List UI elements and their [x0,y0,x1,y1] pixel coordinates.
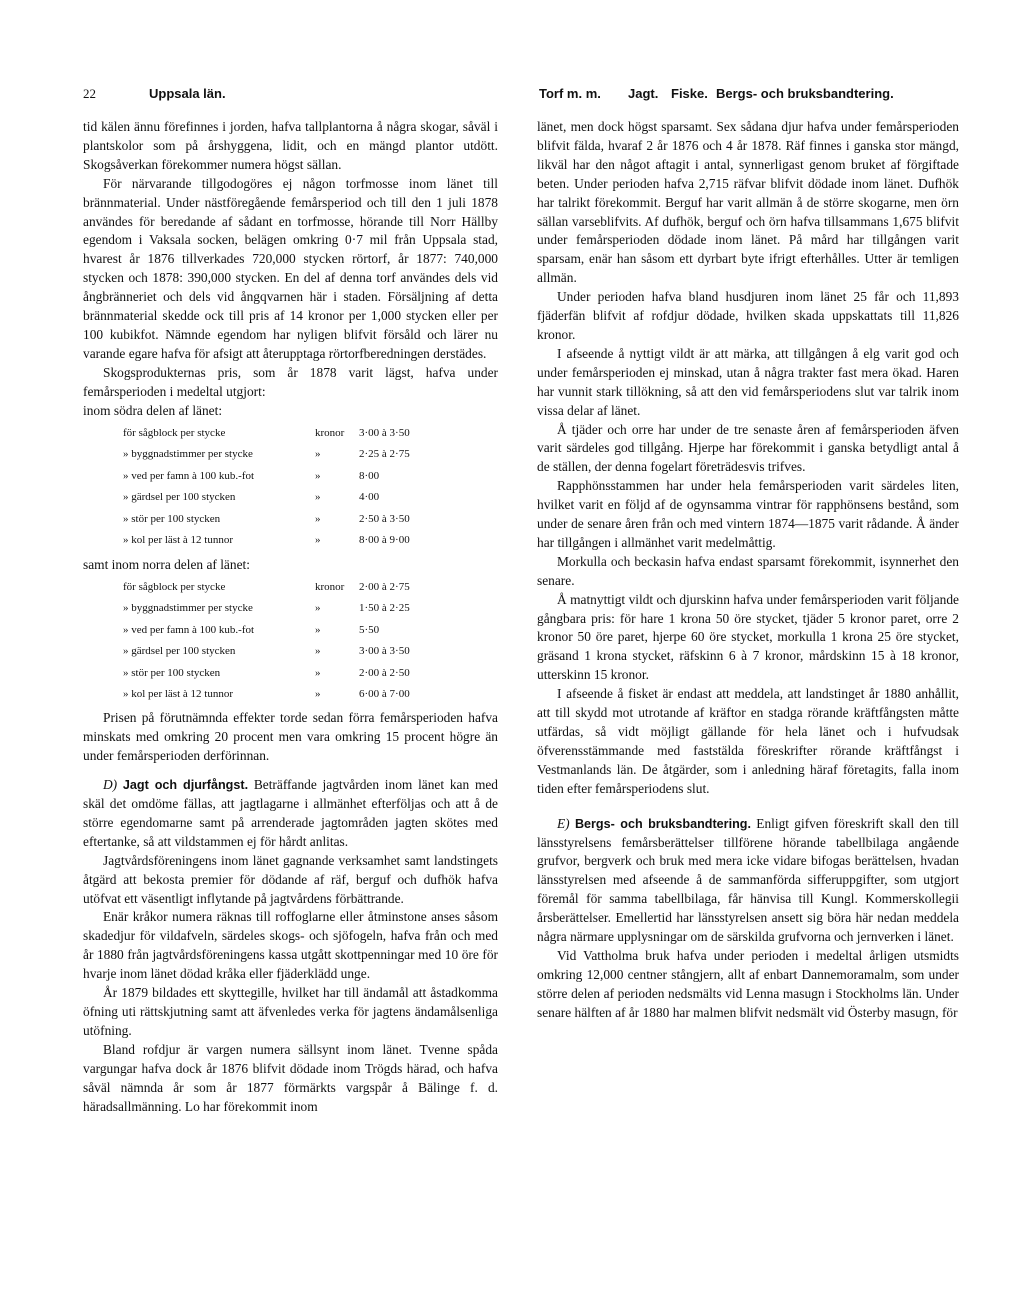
price-value: 1·50 à 2·25 [359,602,410,615]
price-value: 6·00 à 7·00 [359,688,410,701]
north-price-table [123,576,479,705]
price-value: 2·25 à 2·75 [359,448,410,461]
section-e [537,815,959,947]
paragraph: tid kälen ännu förefinnes i jorden, hafva tallplantorna å några skogar, såväl i plantskolor som på årshyggena, lidit, och en mängd plantor utdött. Skogsåverkan förekommer numera högst sällan. [83,119,498,172]
paragraph: År 1879 bildades ett skyttegille, hvilket har till ändamål att åstadkomma öfning uti rättskjutning samt att äfvenledes verka för jagtens ändamålsenliga utöfning. [83,985,498,1038]
price-item: för sågblock per stycke [123,580,226,593]
price-row [123,576,479,598]
price-unit: » [315,448,321,461]
price-item: » ved per famn à 100 kub.-fot [123,469,255,482]
price-unit: » [315,512,321,525]
paragraph: länet, men dock högst sparsamt. Sex sådana djur hafva under femårsperioden blifvit fälda, hvaraf 2 år 1876 och 4 år 1878. Räf finnes i ganska stor mängd, likväl har den något aftagit i antal, synnerligast genom bruket af förgiftade beten. Under perioden hafva 2,715 räfvar blifvit dödade inom länet. Dufhök har talrikt förekommit. Berguf har varit allmän å de större skogarne, men örn sällan varseblifvits. Af dufhök, berguf och örn hafva tillsammans 1,675 blifvit under femårsperioden dödade inom länet. På mård har tillgången varit sparsam, enär han såsom ett dyrbart byte ifrigt efterhålles. Utter är temligen allmän. [537,119,959,286]
price-value: 2·00 à 2·50 [359,666,410,679]
price-item: » byggnadstimmer per stycke [123,602,253,615]
price-value: 2·50 à 3·50 [359,512,410,525]
price-row [123,423,479,445]
price-value: 5·50 [359,623,380,636]
price-row [123,641,479,663]
paragraph: Rapphönsstammen har under hela femårsperioden varit särdeles liten, hvilket varit en följd af de ogynsamma vintrar för rapphönsens bestånd, som under de senare åren från och med vintern 1874—1875 varit rådande. Å änder har tillgången i allmänhet varit medelmåttig. [537,478,959,550]
paragraph: Jagtvårdsföreningens inom länet gagnande verksamhet samt landstingets åtgärd att bekosta premier för dödande af räf, berguf och dufhök hafva utöfvat ett väsentligt inflytande på jagtvårdens förbättrande. [83,852,498,906]
paragraph: Å matnyttigt vildt och djurskinn hafva under femårsperioden varit följande gångbara pris: för hare 1 krona 50 öre stycket, tjäder 5 kronor paret, orre 2 kronor 50 öre paret, hjerpe 60 öre stycket, morkulla 1 krona 25 öre stycket, gräsand 1 krona stycket, räfskinn 6 à 7 kronor, mårdskinn 15 à 18 kronor, utterskinn 15 kronor. [537,591,959,683]
paragraph: Bland rofdjur är vargen numera sällsynt inom länet. Tvenne spåda vargungar hafva dock år 1876 blifvit dödade inom Trögds härad, och hafva såväl nämnda år som år 1877 förmärkts vargspår å Bälinge f. d. häradsallmänning. Lo har förekommit inom [83,1041,498,1114]
left-column [83,118,498,1116]
price-item: för sågblock per stycke [123,426,226,439]
price-row [123,619,479,641]
price-row [123,598,479,620]
running-header [0,86,1024,106]
header-section-jagt: Jagt. [628,86,659,101]
paragraph: För närvarande tillgodogöres ej någon torfmosse inom länet till brännmaterial. Under nästföregående femårsperiod och till den 1 juli 1878 användes för beredande af sådant en torfmosse, hörande till Norr Hällby egendom i Vaksala socken, belägen omkring 0·7 mil från Uppsala stad, hvarest år 1876 tillverkades 720,000 stycken rörtorf, år 1877: 740,000 stycken och 1878: 390,000 stycken. En del af denna torf användes dels vid ångbränneriet och dels vid ångqvarnen här i staden. Försäljning af detta brännmaterial skedde ock till pris af 14 kronor per 1,000 stycken eller per 100 kubikfot. Nämnde egendom har nyligen blifvit försåld och lärer nu varande egare hafva för afsigt att återupptaga rörtorfberedningen derstädes. [83,175,498,361]
price-unit: » [315,666,321,679]
price-item: » stör per 100 stycken [123,666,221,679]
price-item: » kol per läst à 12 tunnor [123,688,233,701]
price-value: 4·00 [359,491,380,504]
price-unit: kronor [315,580,345,593]
price-value: 3·00 à 3·50 [359,645,410,658]
paragraph: Å tjäder och orre har under de tre senaste åren af femårsperioden äfven varit särdeles god tillgång. Hjerpe har förekommit i ganska betydligt antal å de ställen, der denna fogelart företrädesvis trifves. [537,421,959,475]
price-unit: » [315,602,321,615]
paragraph: I afseende å fisket är endast att meddela, att landstinget år 1880 anhållit, att till skydd mot utrotande af kräftor en stadga rörande kräftfångsten måtte utfärdas, så vidt möjligt gällande för hela länet och i hufvudsak öfverensstämmande med faststälda föreskrifter rörande kräftfångst i Vestmanlands län. De åtgärder, som i anledning häraf företagits, falla inom tiden efter femårsperiodens slut. [537,686,959,796]
price-item: » gärdsel per 100 stycken [123,645,236,658]
paragraph: I afseende å nyttigt vildt är att märka, att tillgången å elg varit god och under femårsperioden ej minskad, utan å några trakter fast mera ökad. Haren har vunnit stark tillökning, så att den vid femårsperiodens slut var talrik inom vissa delar af länet. [537,345,959,418]
price-row [123,662,479,684]
price-row [123,444,479,466]
paragraph: Under perioden hafva bland husdjuren inom länet 25 får och 11,893 fjäderfän blifvit af rofdjur dödade, hvilken skada uppskattats till 11,826 kronor. [537,289,959,342]
price-unit: » [315,623,321,636]
price-unit: kronor [315,426,345,439]
south-price-intro: inom södra delen af länet: [83,402,223,418]
paragraph: Vid Vattholma bruk hafva under perioden i medeltal årligen utsmidts omkring 12,000 centner stångjern, allt af enbart Dannemoramalm, som under större delen af perioden nedsmälts vid Lenna masugn i Stockholms län. Under senare hälften af år 1880 har malmen blifvit nedsmält vid Österby masugn, för [537,947,959,1020]
price-unit: » [315,534,321,547]
price-row [123,684,479,706]
price-value: 8·00 à 9·00 [359,534,410,547]
section-letter: E) [557,815,570,831]
price-unit: » [315,491,321,504]
paragraph: Prisen på förutnämnda effekter torde sedan förra femårsperioden hafva minskats med omkring 20 procent men vara omkring 15 procent högre än under femårsperioden derförinnan. [83,710,498,764]
right-column [537,118,959,1023]
header-section-bergs: Bergs- och bruksbandtering. [716,86,894,101]
header-section-fiske: Fiske. [671,86,708,101]
paragraph: Skogsprodukternas pris, som år 1878 varit lägst, hafva under femårsperioden i medeltal utgjort: [83,364,498,399]
price-value: 8·00 [359,469,380,482]
price-item: » byggnadstimmer per stycke [123,448,253,461]
price-item: » kol per läst à 12 tunnor [123,534,233,547]
north-price-intro: samt inom norra delen af länet: [83,556,250,572]
price-value: 3·00 à 3·50 [359,426,410,439]
header-section-torf: Torf m. m. [539,86,601,101]
price-unit: » [315,469,321,482]
section-title: Bergs- och bruksbandtering. [574,816,751,831]
price-row [123,487,479,509]
section-d [83,776,498,852]
section-text: Beträffande jagtvården inom länet kan med skäl det omdöme fällas, att jagtlagarne i allmänhet efterföljas och att å de större egendomarne samt på arrenderade jagtområden jagten skötes med eftertanke, så att vildstammen ej för hårdt anlitas. [83,777,498,849]
paragraph: Enär kråkor numera räknas till roffoglarne eller åtminstone anses såsom skadedjur för vildafveln, särdeles skogs- och sjöfogeln, hafva från och med år 1880 från jagtvårdsföreningens kassa utgått skottpenningar med 10 öre för hvarje inom länet dödad kråka eller fjäderklädd unge. [83,909,498,982]
price-row [123,509,479,531]
paragraph: Morkulla och beckasin hafva endast sparsamt förekommit, isynnerhet den senare. [537,553,959,588]
price-item: » ved per famn à 100 kub.-fot [123,623,255,636]
price-value: 2·00 à 2·75 [359,580,410,593]
south-price-table [123,423,479,552]
price-row [123,466,479,488]
price-item: » stör per 100 stycken [123,512,221,525]
section-text: Enligt gifven föreskrift skall den till länsstyrelsens femårsberättelser tillförene hörande tabellbilaga angående grufvor, bergverk och bruk med mera icke vidare bifogas berättelsen, hvadan länsstyrelsen med afseende å de sammanförda sifferuppgifter, som utgjort föremål för samma tabellbilaga, får hänvisa till Kungl. Kommerskollegii årsberättelser. Emellertid har länsstyrelsen ansett sig böra här nedan meddela några närmare upplysningar om de särskilda grufvorna och jernverken i länet. [537,815,959,945]
price-unit: » [315,645,321,658]
section-title: Jagt och djurfångst. [122,778,249,793]
page-number: 22 [83,86,96,101]
section-letter: D) [103,777,118,793]
price-unit: » [315,688,321,701]
header-county: Uppsala län. [149,86,226,101]
price-item: » gärdsel per 100 stycken [123,491,236,504]
price-row [123,530,479,552]
